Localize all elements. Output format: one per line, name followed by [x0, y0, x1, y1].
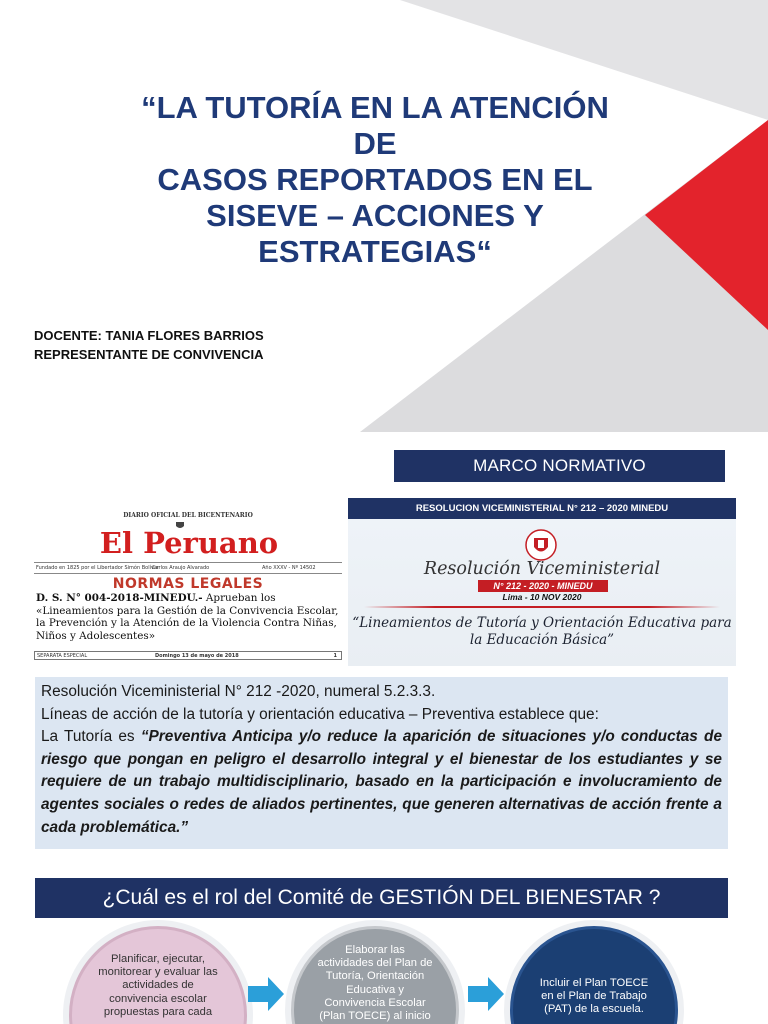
footer-page: 1 — [333, 653, 337, 659]
peruano-header: DIARIO OFICIAL DEL BICENTENARIO — [123, 512, 253, 519]
footer-date: Domingo 13 de mayo de 2018 — [155, 653, 239, 659]
divider — [34, 562, 342, 563]
peruano-footer — [34, 651, 342, 660]
title-line: SISEVE – ACCIONES Y — [206, 198, 544, 233]
arrow-right-icon — [246, 974, 286, 1014]
strip-right: Año XXXV - Nº 14502 — [262, 565, 316, 571]
ds-description: Aprueban los «Lineamientos para la Gestión de la Convivencia Escolar, la Prevención y la Atención de la Violencia Contra Niñas, Niños y Adolescentes» — [36, 592, 339, 642]
box-line-1: Resolución Viceministerial N° 212 -2020, numeral 5.2.3.3. — [41, 683, 436, 700]
box-line-2: Líneas de acción de la tutoría y orientación educativa – Preventiva establece que: — [41, 705, 599, 723]
normas-legales-heading: NORMAS LEGALES — [112, 576, 264, 592]
resolucion-text-box — [35, 677, 728, 849]
step-circle-1 — [69, 926, 247, 1024]
comite-slide — [0, 864, 768, 1024]
resolucion-date: Lima - 10 NOV 2020 — [502, 592, 582, 602]
marco-normativo-slide — [0, 432, 768, 864]
step-circle-3 — [510, 926, 678, 1024]
strip-center: Carlos Araujo Alvarado — [152, 565, 210, 571]
step-text-2: Elaborar las actividades del Plan de Tutoría, Orientación Educativa y Convivencia Escolar (Plan TOECE) al inicio — [317, 944, 433, 1023]
strip-left: Fundado en 1825 por el Libertador Simón Bolívar — [36, 565, 160, 571]
presentation-title — [120, 90, 630, 270]
divider — [34, 573, 342, 574]
lineamientos-title: “Lineamientos de Tutoría y Orientación Educativa para la Educación Básica” — [352, 615, 732, 648]
resolucion-number: N° 212 - 2020 - MINEDU — [478, 580, 608, 592]
author-name: DOCENTE: TANIA FLORES BARRIOS — [34, 328, 264, 343]
resolucion-bar: RESOLUCION VICEMINISTERIAL N° 212 – 2020 MINEDU — [348, 498, 736, 519]
author-block — [34, 326, 264, 364]
title-line: “LA TUTORÍA EN LA ATENCIÓN DE — [141, 90, 609, 161]
step-text-3: Incluir el Plan TOECE en el Plan de Trabajo (PAT) de la escuela. — [539, 977, 649, 1016]
box-lead: La Tutoría es — [41, 728, 141, 746]
decreto-supremo-text — [36, 592, 342, 642]
title-slide — [0, 0, 768, 432]
box-quote: “Preventiva Anticipa y/o reduce la aparición de situaciones y/o conductas de riesgo que pongan en peligro el desarrollo integral y el bienestar de los estudiantes y se requiere de un trabajo multidisciplinario, basado en la participación e involucramiento de agentes sociales o redes de aliados pertinentes, que generen alternativas de acción frente a cada problemática.” — [41, 728, 723, 836]
footer-left: SEPARATA ESPECIAL — [37, 653, 88, 659]
comite-question-banner: ¿Cuál es el rol del Comité de GESTIÓN DEL BIENESTAR ? — [35, 878, 728, 918]
step-text-1: Planificar, ejecutar, monitorear y evaluar las actividades de convivencia escolar propuestas para cada — [98, 953, 218, 1018]
arrow-right-icon — [466, 974, 506, 1014]
resolucion-title: Resolución Viceministerial — [423, 559, 661, 579]
ds-code: D. S. N° 004-2018-MINEDU.- — [36, 592, 203, 604]
peruano-info-strip — [34, 564, 342, 572]
red-divider — [364, 606, 720, 608]
resolucion-clipping — [348, 498, 736, 666]
marco-normativo-banner: MARCO NORMATIVO — [394, 450, 725, 482]
el-peruano-logo: El Peruano — [99, 526, 279, 560]
box-paragraph — [41, 726, 722, 839]
title-line: CASOS REPORTADOS EN EL — [157, 162, 593, 197]
title-line: ESTRATEGIAS“ — [258, 234, 492, 269]
step-circle-2 — [291, 926, 459, 1024]
peru-seal-icon — [524, 529, 558, 561]
el-peruano-clipping — [34, 512, 342, 662]
author-role: REPRESENTANTE DE CONVIVENCIA — [34, 347, 264, 362]
